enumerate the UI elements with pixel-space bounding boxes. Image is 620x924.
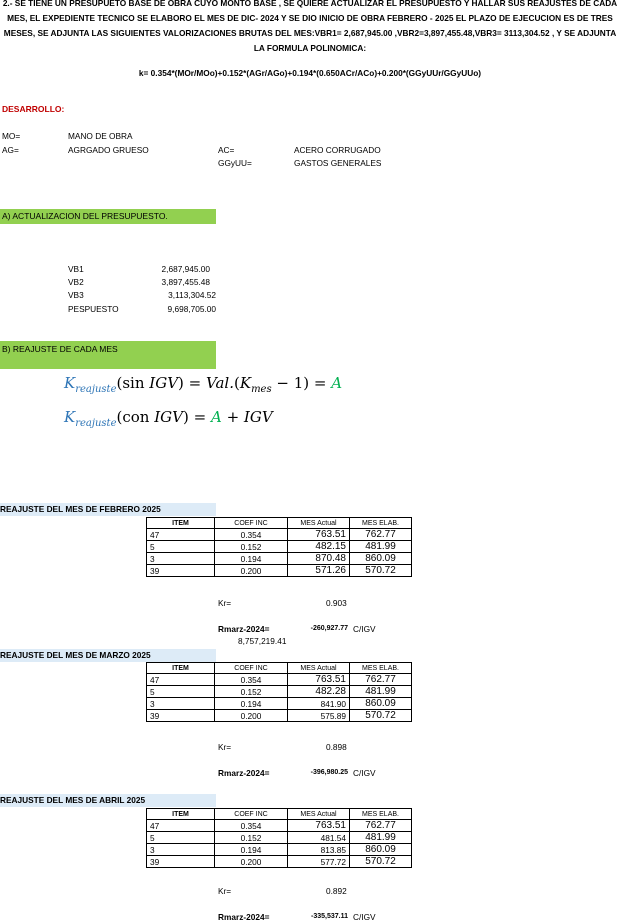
table-row <box>147 541 412 553</box>
eq2-igv-term: IGV <box>243 408 273 426</box>
cell-item: 5 <box>147 832 215 844</box>
eq1-tail: − 1) = <box>271 374 332 392</box>
cell-item: 3 <box>147 844 215 856</box>
header-item: ITEM <box>147 809 215 820</box>
header-item: ITEM <box>147 518 215 529</box>
vb2-label: VB2 <box>68 277 84 287</box>
cell-coef: 0.152 <box>215 686 288 698</box>
eq1-igv: IGV <box>149 374 179 392</box>
month-apr-kr-value: 0.892 <box>326 886 347 896</box>
cell-item: 39 <box>147 565 215 577</box>
cell-item: 47 <box>147 529 215 541</box>
header-coef: COEF INC <box>215 518 288 529</box>
cell-actual: 575.89 <box>288 710 350 722</box>
table-row <box>147 698 412 710</box>
legend-desc-ac: ACERO CORRUGADO <box>294 145 381 155</box>
month-apr-table <box>146 808 412 868</box>
cell-item: 5 <box>147 686 215 698</box>
header-coef: COEF INC <box>215 663 288 674</box>
eq2-igv: IGV <box>154 408 183 426</box>
vb3-label: VB3 <box>68 290 84 300</box>
eq2-con: con <box>122 408 150 426</box>
cell-elab: 860.09 <box>350 844 412 856</box>
month-apr-r-value: -335,537.11 <box>311 913 348 920</box>
header-elab: MES ELAB. <box>350 809 412 820</box>
cell-coef: 0.194 <box>215 844 288 856</box>
vb1-label: VB1 <box>68 264 84 274</box>
cell-actual: 763.51 <box>288 820 350 832</box>
table-row <box>147 529 412 541</box>
month-mar-r-value: -396,980.25 <box>310 769 348 776</box>
eq2-k-sub: reajuste <box>75 418 117 429</box>
legend-code-ag: AG= <box>2 145 19 155</box>
legend-desc-ag: AGRGADO GRUESO <box>68 145 149 155</box>
eq2-a: A <box>210 408 222 426</box>
cell-actual: 577.72 <box>288 856 350 868</box>
cell-elab: 762.77 <box>350 529 412 541</box>
cell-item: 3 <box>147 553 215 565</box>
eq1-rest: ) = <box>178 374 207 392</box>
cell-coef: 0.354 <box>215 674 288 686</box>
table-header <box>147 518 412 529</box>
legend-code-ac: AC= <box>218 145 235 155</box>
problem-statement: 2.- SE TIENE UN PRESUPUETO BASE DE OBRA CUYO MONTO BASE , SE QUIERE ACTUALIZAR EL PRESUPUESTO Y HALLAR SUS REAJUSTES DE CADA MES, EL EXPEDIENTE TECNICO SE ELABORO EL MES DE DIC- 2024 Y SE DIO INICIO DE OBRA FEBRERO - 2025 EL PLAZO DE EJECUCION ES DE TRES MESES, SE ADJUNTA LAS SIGUIENTES VALORIZACIONES BRUTAS DEL MES:VBR1= 2,687,945.00 ,VBR2=3,897,455.48,VBR3= 3113,304.52 , Y SE ADJUNTA LA FORMULA POLINOMICA: <box>2 0 618 53</box>
table-row <box>147 565 412 577</box>
month-apr-kr-label: Kr= <box>218 886 232 896</box>
month-mar-table <box>146 662 412 722</box>
development-label: DESARROLLO: <box>2 104 65 114</box>
header-actual: MES Actual <box>288 518 350 529</box>
cell-coef: 0.194 <box>215 698 288 710</box>
cell-item: 47 <box>147 820 215 832</box>
cell-actual: 481.54 <box>288 832 350 844</box>
eq1-k-sub: reajuste <box>75 384 117 395</box>
eq1-k: K <box>64 374 76 392</box>
cell-item: 39 <box>147 710 215 722</box>
cell-coef: 0.354 <box>215 820 288 832</box>
cell-elab: 860.09 <box>350 553 412 565</box>
cell-item: 5 <box>147 541 215 553</box>
cell-elab: 860.09 <box>350 698 412 710</box>
cell-coef: 0.200 <box>215 856 288 868</box>
cell-elab: 481.99 <box>350 541 412 553</box>
section-a-header: A) ACTUALIZACION DEL PRESUPUESTO. <box>0 209 216 224</box>
month-feb-table <box>146 517 412 577</box>
cell-elab: 481.99 <box>350 686 412 698</box>
polynomial-formula: k= 0.354*(MOr/MOo)+0.152*(AGr/AGo)+0.194*(0.650ACr/ACo)+0.200*(GGyUUr/GGyUUo) <box>138 68 482 78</box>
cell-elab: 762.77 <box>350 820 412 832</box>
month-mar-r-label: Rmarz-2024= <box>218 768 270 778</box>
month-apr-igv: C/IGV <box>353 912 376 922</box>
month-mar-igv: C/IGV <box>353 768 376 778</box>
vb1-value: 2,687,945.00 <box>161 264 210 274</box>
header-elab: MES ELAB. <box>350 518 412 529</box>
cell-actual: 571.26 <box>288 565 350 577</box>
legend-code-gg: GGyUU= <box>218 158 252 168</box>
cell-coef: 0.152 <box>215 832 288 844</box>
month-apr-title: REAJUSTE DEL MES DE ABRIL 2025 <box>0 794 216 807</box>
vb2-value: 3,897,455.48 <box>161 277 210 287</box>
cell-actual: 841.90 <box>288 698 350 710</box>
table-row <box>147 674 412 686</box>
month-mar-kr-label: Kr= <box>218 742 232 752</box>
cell-elab: 570.72 <box>350 710 412 722</box>
cell-item: 47 <box>147 674 215 686</box>
cell-actual: 763.51 <box>288 674 350 686</box>
header-actual: MES Actual <box>288 809 350 820</box>
cell-actual: 763.51 <box>288 529 350 541</box>
month-feb-extra: 8,757,219.41 <box>238 636 287 646</box>
eq1-kmes-sub: mes <box>251 384 272 395</box>
cell-actual: 482.28 <box>288 686 350 698</box>
cell-elab: 570.72 <box>350 856 412 868</box>
cell-coef: 0.200 <box>215 710 288 722</box>
table-row <box>147 820 412 832</box>
cell-coef: 0.200 <box>215 565 288 577</box>
cell-elab: 762.77 <box>350 674 412 686</box>
cell-actual: 482.15 <box>288 541 350 553</box>
eq2-close: ) = <box>182 408 211 426</box>
cell-coef: 0.354 <box>215 529 288 541</box>
cell-item: 3 <box>147 698 215 710</box>
eq1-val: Val. <box>206 374 234 392</box>
month-apr-r-label: Rmarz-2024= <box>218 912 270 922</box>
table-row <box>147 832 412 844</box>
presupuesto-value: 9,698,705.00 <box>167 304 216 314</box>
eq2-plus: + <box>221 408 244 426</box>
header-actual: MES Actual <box>288 663 350 674</box>
equation-con-igv: $K_{reajuste}(con$ IGV) = A + IGV <box>64 408 273 429</box>
cell-elab: 481.99 <box>350 832 412 844</box>
legend-desc-mo: MANO DE OBRA <box>68 131 133 141</box>
month-feb-r-value: -260,927.77 <box>310 625 348 632</box>
header-coef: COEF INC <box>215 809 288 820</box>
section-b-header: B) REAJUSTE DE CADA MES <box>0 341 216 369</box>
equation-sin-igv: $K_{reajuste}(\sin$ $IGV) = Val.(K_{mes} - 1) = A$ <box>64 374 343 395</box>
eq1-sin: sin <box>122 374 145 392</box>
table-header <box>147 809 412 820</box>
presupuesto-label: PESPUESTO <box>68 304 119 314</box>
table-row <box>147 710 412 722</box>
vb3-value: 3,113,304.52 <box>168 290 216 300</box>
month-feb-title: REAJUSTE DEL MES DE FEBRERO 2025 <box>0 503 216 516</box>
month-feb-kr-value: 0.903 <box>326 598 347 608</box>
cell-elab: 570.72 <box>350 565 412 577</box>
cell-coef: 0.152 <box>215 541 288 553</box>
legend-desc-gg: GASTOS GENERALES <box>294 158 382 168</box>
cell-item: 39 <box>147 856 215 868</box>
table-row <box>147 686 412 698</box>
legend-code-mo: MO= <box>2 131 21 141</box>
table-row <box>147 553 412 565</box>
eq1-kmes: K <box>239 374 252 392</box>
table-row <box>147 856 412 868</box>
eq2-k: K <box>64 408 76 426</box>
month-mar-title: REAJUSTE DEL MES DE MARZO 2025 <box>0 649 216 662</box>
cell-actual: 813.85 <box>288 844 350 856</box>
cell-actual: 870.48 <box>288 553 350 565</box>
header-elab: MES ELAB. <box>350 663 412 674</box>
month-feb-igv: C/IGV <box>353 624 376 634</box>
table-row <box>147 844 412 856</box>
table-header <box>147 663 412 674</box>
month-mar-kr-value: 0.898 <box>326 742 347 752</box>
month-feb-r-label: Rmarz-2024= <box>218 624 270 634</box>
month-feb-kr-label: Kr= <box>218 598 232 608</box>
eq1-a: A <box>331 374 343 392</box>
header-item: ITEM <box>147 663 215 674</box>
cell-coef: 0.194 <box>215 553 288 565</box>
